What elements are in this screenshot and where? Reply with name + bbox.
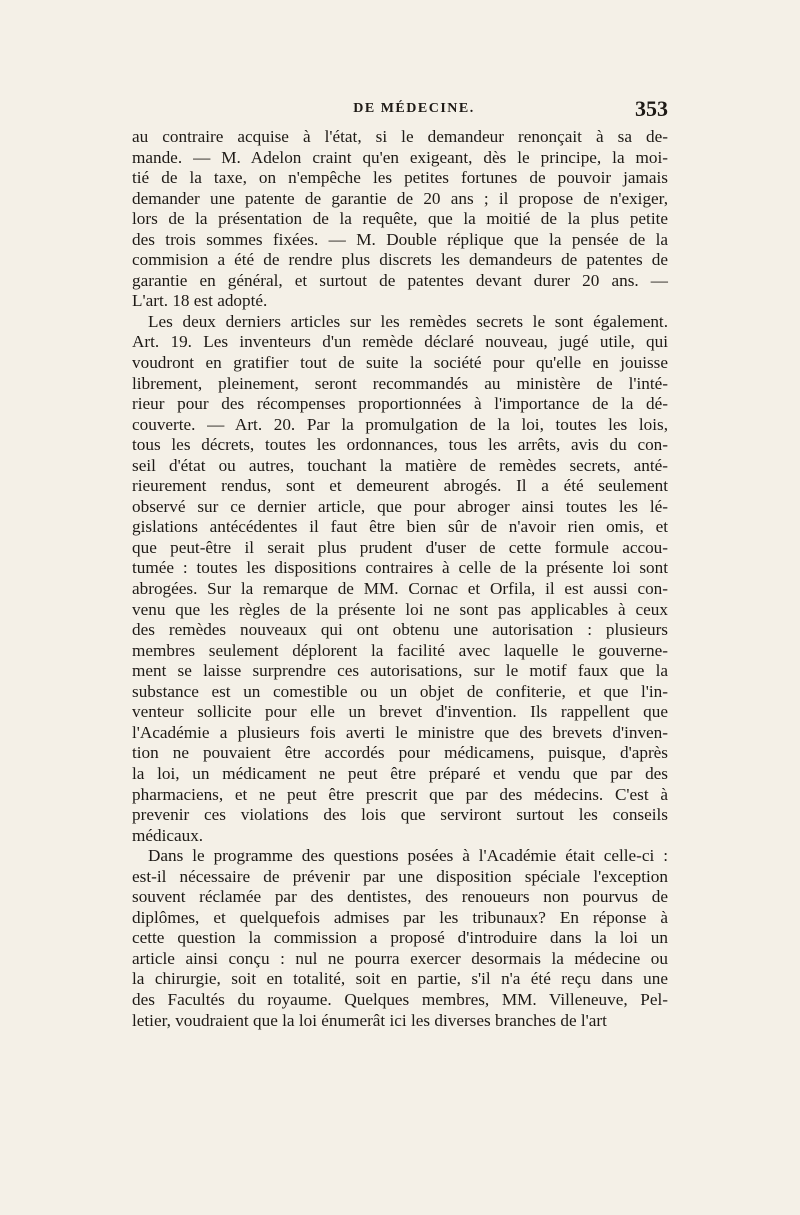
body-text xyxy=(132,127,668,1031)
text-line: ment se laisse surprendre ces autorisations, sur le motif faux que la xyxy=(132,661,668,681)
text-line: cette question la commission a proposé d'introduire dans la loi un xyxy=(132,928,668,948)
text-line: tous les décrets, toutes les ordonnances, tous les arrêts, avis du con- xyxy=(132,435,668,455)
text-line: substance est un comestible ou un objet de confiterie, et que l'in- xyxy=(132,681,668,701)
text-line: article ainsi conçu : nul ne pourra exercer desormais la médecine ou xyxy=(132,948,668,968)
text-line: membres seulement déplorent la facilité avec laquelle le gouverne- xyxy=(132,640,668,660)
text-line: L'art. 18 est adopté. xyxy=(132,291,268,311)
text-line: tié de la taxe, on n'empêche les petites fortunes de pouvoir jamais xyxy=(132,168,668,188)
text-line: des remèdes nouveaux qui ont obtenu une autorisation : plusieurs xyxy=(132,620,668,640)
text-line: demander une patente de garantie de 20 ans ; il propose de n'exiger, xyxy=(132,188,668,208)
text-line: gislations antécédentes il faut être bien sûr de n'avoir rien omis, et xyxy=(132,517,668,537)
running-title: DE MÉDECINE. xyxy=(353,101,475,116)
page-header xyxy=(132,96,668,125)
text-line: diplômes, et quelquefois admises par les tribunaux? En réponse à xyxy=(132,907,668,927)
text-line: la loi, un médicament ne peut être préparé et vendu que par des xyxy=(132,763,668,783)
text-line: Art. 19. Les inventeurs d'un remède déclaré nouveau, jugé utile, qui xyxy=(132,332,668,352)
text-line: au contraire acquise à l'état, si le demandeur renonçait à sa de- xyxy=(132,127,668,146)
text-line: voudront en gratifier tout de suite la société pour qu'elle en jouisse xyxy=(132,353,668,373)
page-number: 353 xyxy=(635,96,668,121)
text-line: des trois sommes fixées. — M. Double réplique que la pensée de la xyxy=(132,229,668,249)
text-line: des Facultés du royaume. Quelques membres, MM. Villeneuve, Pel- xyxy=(132,989,668,1009)
text-line: librement, pleinement, seront recommandés au ministère de l'inté- xyxy=(132,373,668,393)
text-line: observé sur ce dernier article, que pour abroger ainsi toutes les lé- xyxy=(132,496,668,516)
text-line: abrogées. Sur la remarque de MM. Cornac et Orfila, il est aussi con- xyxy=(132,579,668,599)
text-line: rieur pour des récompenses proportionnées à l'importance de la dé- xyxy=(132,394,668,414)
text-line: venu que les règles de la présente loi ne sont pas applicables à ceux xyxy=(132,599,668,619)
text-line: que peut-être il serait plus prudent d'user de cette formule accou- xyxy=(132,537,668,557)
text-line: Dans le programme des questions posées à l'Académie était celle-ci : xyxy=(148,846,668,866)
text-line: letier, voudraient que la loi énumerât ici les diverses branches de l'art xyxy=(132,1010,607,1030)
text-line: l'Académie a plusieurs fois averti le ministre que des brevets d'inven- xyxy=(132,722,668,742)
text-line: commision a été de rendre plus discrets les demandeurs de patentes de xyxy=(132,250,668,270)
text-line: mande. — M. Adelon craint qu'en exigeant, dès le principe, la moi- xyxy=(132,147,668,167)
text-line: tumée : toutes les dispositions contraires à celle de la présente loi sont xyxy=(132,558,668,578)
text-line: garantie en général, et surtout de patentes devant durer 20 ans. — xyxy=(132,270,668,290)
text-line: couverte. — Art. 20. Par la promulgation de la loi, toutes les lois, xyxy=(132,414,668,434)
text-line: seil d'état ou autres, touchant la matière de remèdes secrets, anté- xyxy=(132,455,668,475)
text-line: tion ne pouvaient être accordés pour médicamens, puisque, d'après xyxy=(132,743,668,763)
text-line: lors de la présentation de la requête, que la moitié de la plus petite xyxy=(132,209,668,229)
text-line: Les deux derniers articles sur les remèdes secrets le sont également. xyxy=(148,311,668,331)
text-line: prevenir ces violations des lois que serviront surtout les conseils xyxy=(132,805,668,825)
text-line: pharmaciens, et ne peut être prescrit que par des médecins. C'est à xyxy=(132,784,668,804)
text-line: médicaux. xyxy=(132,825,204,845)
text-line: est-il nécessaire de prévenir par une disposition spéciale l'exception xyxy=(132,866,668,886)
text-line: rieurement rendus, sont et demeurent abrogés. Il a été seulement xyxy=(132,476,668,496)
text-line: souvent réclamée par des dentistes, des renoueurs non pourvus de xyxy=(132,887,668,907)
text-line: la chirurgie, soit en totalité, soit en partie, s'il n'a été reçu dans une xyxy=(132,969,668,989)
text-line: venteur sollicite pour elle un brevet d'invention. Ils rappellent que xyxy=(132,702,668,722)
